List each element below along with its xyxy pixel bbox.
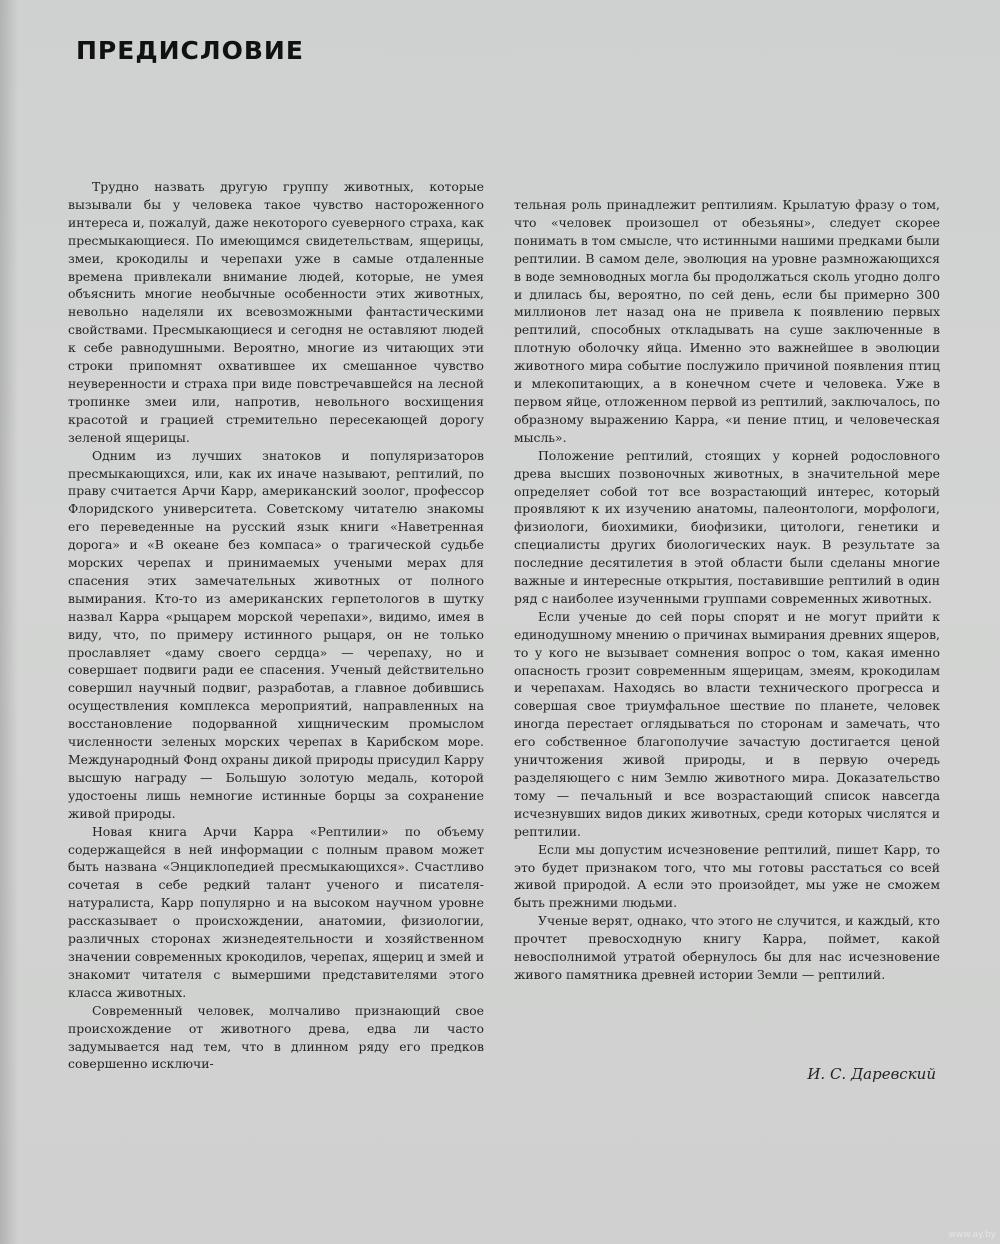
paragraph: Ученые верят, однако, что этого не случится, и каждый, кто прочтет превосходную книгу Карра, поймет, какой невосполнимой утратой обернулось бы для нас исчезновение живого памятника древней истории Земли — рептилий. <box>514 913 940 982</box>
paragraph: Новая книга Арчи Карра «Рептилии» по объему содержащейся в ней информации с полным правом может быть названа «Энциклопедией пресмыкающихся». Счастливо сочетая в себе редкий талант ученого и писателя-натуралиста, Карр популярно и на высоком научном уровне рассказывает о происхождении, анатомии, физиологии, различных сторонах жизнедеятельности и хозяйственном значении современных крокодилов, черепах, ящериц и змей и знакомит читателя с вымершими представителями этого класса животных. <box>68 823 484 1000</box>
paragraph: Трудно назвать другую группу животных, которые вызывали бы у человека такое чувство настороженного интереса и, пожалуй, даже некоторого суеверного страха, как пресмыкающиеся. По имеющимся свидетельствам, ящерицы, змеи, крокодилы и черепахи уже в самые отдаленные времена привлекали внимание людей, которые, не умея объяснить многие необычные особенности этих животных, невольно наделяли их всевозможными фантастическими свойствами. Пресмыкающиеся и сегодня не оставляют людей к себе равнодушными. Вероятно, многие из читающих эти строки припомнят охватившее их смешанное чувство неуверенности и страха при виде повстречавшейся на лесной тропинке змеи или, напротив, невольного восхищения красотой и грацией стремительно пересекающей дорогу зеленой ящерицы. <box>68 179 484 445</box>
paragraph: Одним из лучших знатоков и популяризаторов пресмыкающихся, или, как их иначе называют, рептилий, по праву считается Арчи Карр, американский зоолог, профессор Флоридского университета. Советскому читателю знакомы его переведенные на русский язык книги «Наветренная дорога» и «В океане без компаса» о трагической судьбе морских черепах и принимаемых учеными мерах для спасения этих замечательных животных от полного вымирания. Кто-то из американских герпетологов в шутку назвал Карра «рыцарем морской черепахи», видимо, имея в виду, что, по примеру истинного рыцаря, он не только прославляет «даму своего сердца» — черепаху, но и совершает подвиги ради ее спасения. Ученый действительно совершил научный подвиг, разработав, а главное добившись осуществления комплекса мероприятий, направленных на восстановление подорванной хищническим промыслом численности зеленых морских черепах в Карибском море. Международный Фонд охраны дикой природы присудил Карру высшую награду — Большую золотую медаль, которой удостоены лишь немногие истинные борцы за сохранение живой природы. <box>68 447 484 821</box>
paragraph: Положение рептилий, стоящих у корней родословного древа высших позвоночных животных, в значительной мере определяет собой тот все возрастающий интерес, который проявляют к их изучению анатомы, палеонтологи, морфологи, физиологи, биохимики, биофизики, цитологи, генетики и специалисты других биологических наук. В результате за последние десятилетия в этой области были сделаны многие важные и интересные открытия, поставившие рептилий в один ряд с наиболее изученными группами современных животных. <box>514 447 940 606</box>
paragraph-continued: тельная роль принадлежит рептилиям. Крылатую фразу о том, что «человек произошел от обезьяны», следует скорее понимать в том смысле, что истинными нашими предками были рептилии. В самом деле, эволюция на уровне размножающихся в воде земноводных могла бы продолжаться сколь угодно долго и длилась бы, вероятно, по сей день, если бы примерно 300 миллионов лет назад она не привела к появлению первых рептилий, способных откладывать на суше заключенные в плотную оболочку яйца. Именно это важнейшее в эволюции животного мира событие послужило причиной появления птиц и млекопитающих, а в конечном счете и человека. Уже в первом яйце, отложенном первой из рептилий, заключалось, по образному выражению Карра, «и пение птиц, и человеческая мысль». <box>514 197 940 445</box>
paragraph: Современный человек, молчаливо признающий свое происхождение от животного древа, едва ли часто задумывается над тем, что в длинном ряду его предков совершенно исключи- <box>68 1002 484 1072</box>
left-text-column <box>68 178 484 1073</box>
watermark: www.ay.by <box>948 1230 996 1240</box>
paragraph: Если ученые до сей поры спорят и не могут прийти к единодушному мнению о причинах вымирания древних ящеров, то у кого не вызывает сомнения вопрос о том, какая именно опасность грозит современным ящерицам, змеям, крокодилам и черепахам. Находясь во власти технического прогресса и совершая свое триумфальное шествие по планете, человек иногда перестает оглядываться по сторонам и замечать, что его собственное благополучие зачастую достигается ценой уничтожения живой природы, и в первую очередь разделяющего с ним Землю животного мира. Доказательство тому — печальный и все возрастающий список навсегда исчезнувших видов диких животных, среди которых числятся и рептилии. <box>514 608 940 839</box>
right-text-column <box>514 196 940 984</box>
page-title: ПРЕДИСЛОВИЕ <box>76 36 304 65</box>
author-signature: И. С. Даревский <box>807 1065 936 1083</box>
paragraph: Если мы допустим исчезновение рептилий, пишет Карр, то это будет признаком того, что мы готовы расстаться со всей живой природой. А если это произойдет, мы уже не сможем быть прежними людьми. <box>514 841 940 911</box>
